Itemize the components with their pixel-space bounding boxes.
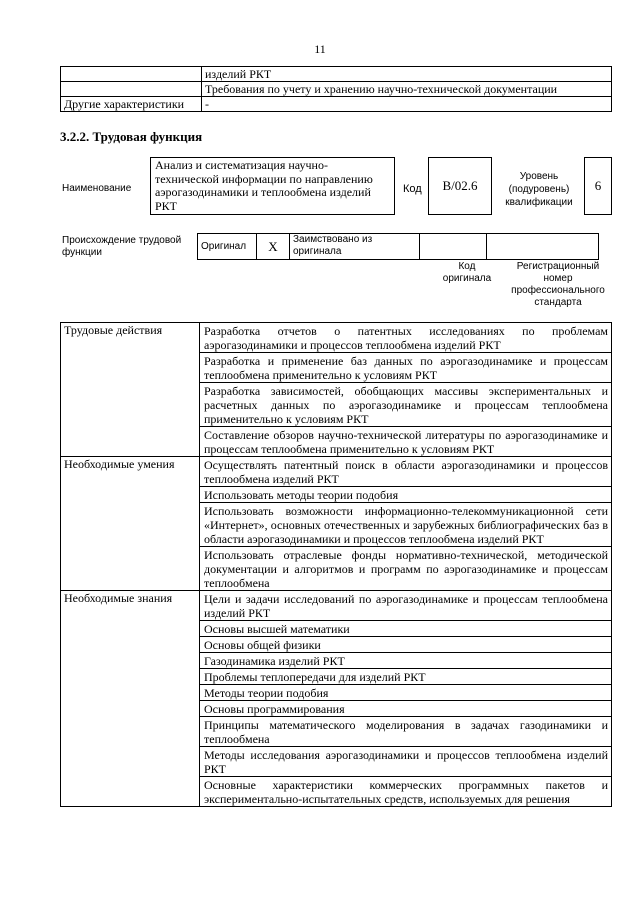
item-cell: Осуществлять патентный поиск в области аэрогазодинамики и процессов теплообмена изделий РКТ bbox=[200, 457, 612, 487]
item-cell: Методы исследования аэрогазодинамики и процессов теплообмена изделий РКТ bbox=[200, 747, 612, 777]
code-value-box: B/02.6 bbox=[428, 157, 492, 215]
table-row bbox=[61, 457, 612, 487]
table-cell bbox=[61, 67, 202, 82]
level-value-box: 6 bbox=[584, 157, 612, 215]
item-cell: Проблемы теплопередачи для изделий РКТ bbox=[200, 669, 612, 685]
category-cell: Трудовые действия bbox=[61, 323, 200, 457]
item-cell: Использовать отраслевые фонды нормативно-технической, методической документации и алгоритмов и программ по аэрогазодинамике и процессам теплообмена bbox=[200, 547, 612, 591]
item-cell: Основы общей физики bbox=[200, 637, 612, 653]
category-cell: Необходимые умения bbox=[61, 457, 200, 591]
function-name-box: Анализ и систематизация научно-технической информации по направлению аэрогазодинамики и теплообмена изделий РКТ bbox=[150, 157, 395, 215]
item-cell: Составление обзоров научно-технической литературы по аэрогазодинамике и процессам теплообмена применительно к условиям РКТ bbox=[200, 427, 612, 457]
table-row bbox=[61, 97, 612, 112]
page-bottom-margin bbox=[0, 862, 640, 905]
table-cell: - bbox=[202, 97, 612, 112]
item-cell: Основные характеристики коммерческих программных пакетов и экспериментально-испытательных средств, используемых для решения bbox=[200, 777, 612, 807]
table-cell: изделий РКТ bbox=[202, 67, 612, 82]
level-label: Уровень (подуровень) квалификации bbox=[505, 171, 573, 208]
origin-table bbox=[197, 233, 599, 260]
table-cell bbox=[61, 82, 202, 97]
reg-number-cell bbox=[487, 234, 599, 260]
name-label: Наименование bbox=[62, 183, 132, 194]
borrowed-cell: Заимствовано из оригинала bbox=[290, 234, 420, 260]
table-cell: Требования по учету и хранению научно-технической документации bbox=[202, 82, 612, 97]
item-cell: Разработка и применение баз данных по аэрогазодинамике и процессам теплообмена применительно к условиям РКТ bbox=[200, 353, 612, 383]
item-cell: Разработка зависимостей, обобщающих массивы экспериментальных и расчетных данных по аэрогазодинамике и процессам теплообмена применительно к условиям РКТ bbox=[200, 383, 612, 427]
origin-label: Происхождение трудовой функции bbox=[62, 235, 182, 258]
original-mark: X bbox=[257, 234, 290, 260]
reg-number-label: Регистрационный номер профессионального стандарта bbox=[511, 261, 605, 308]
item-cell: Основы программирования bbox=[200, 701, 612, 717]
code-label: Код bbox=[403, 183, 422, 195]
item-cell: Газодинамика изделий РКТ bbox=[200, 653, 612, 669]
function-details-table bbox=[60, 322, 612, 807]
item-cell: Принципы математического моделирования в задачах газодинамики и теплообмена bbox=[200, 717, 612, 747]
table-cell: Другие характеристики bbox=[61, 97, 202, 112]
code-original-label: Код оригинала bbox=[442, 261, 492, 284]
continuation-table bbox=[60, 66, 612, 112]
table-row bbox=[61, 591, 612, 621]
table-row bbox=[61, 82, 612, 97]
item-cell: Цели и задачи исследований по аэрогазодинамике и процессам теплообмена изделий РКТ bbox=[200, 591, 612, 621]
item-cell: Использовать возможности информационно-телекоммуникационной сети «Интернет», основных отечественных и зарубежных библиографических баз в области аэрогазодинамики и процессов теплообмена изделий РКТ bbox=[200, 503, 612, 547]
item-cell: Разработка отчетов о патентных исследованиях по проблемам аэрогазодинамики и процессов теплообмена изделий РКТ bbox=[200, 323, 612, 353]
original-cell: Оригинал bbox=[198, 234, 257, 260]
item-cell: Методы теории подобия bbox=[200, 685, 612, 701]
code-original-cell bbox=[420, 234, 487, 260]
table-row bbox=[61, 67, 612, 82]
item-cell: Основы высшей математики bbox=[200, 621, 612, 637]
page-number: 11 bbox=[314, 42, 326, 56]
table-row bbox=[61, 323, 612, 353]
section-title: 3.2.2. Трудовая функция bbox=[60, 129, 203, 144]
item-cell: Использовать методы теории подобия bbox=[200, 487, 612, 503]
category-cell: Необходимые знания bbox=[61, 591, 200, 807]
